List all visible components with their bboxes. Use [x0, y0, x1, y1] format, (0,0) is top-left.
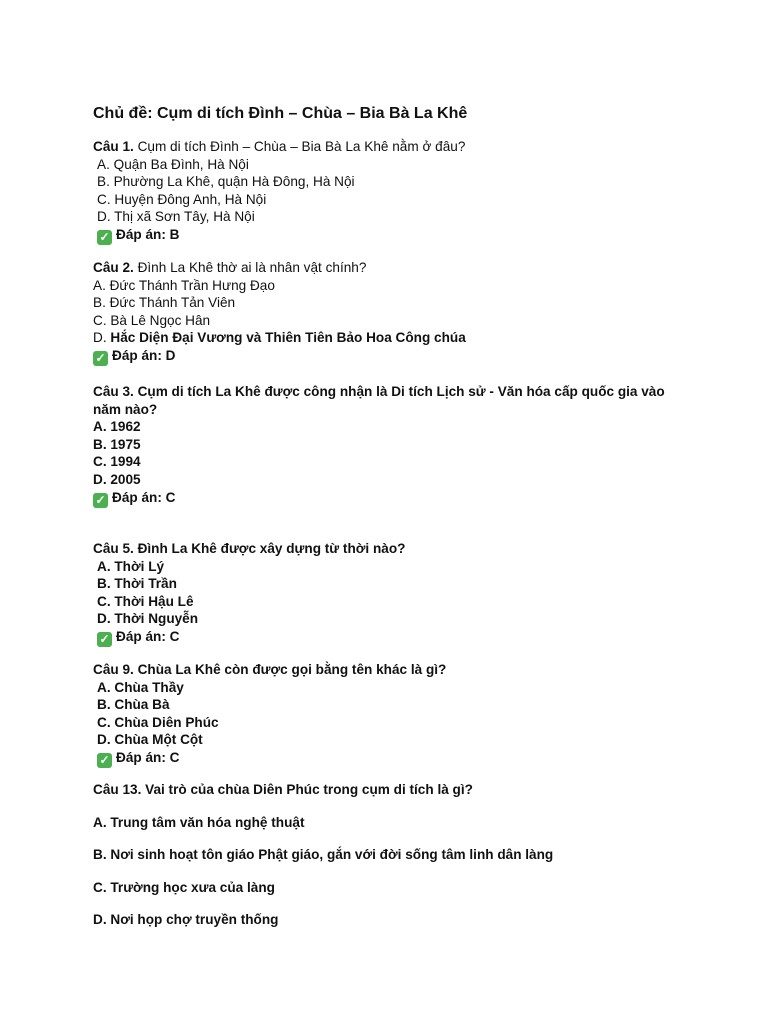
- question-2-option-b: B. Đức Thánh Tản Viên: [93, 295, 236, 311]
- question-1-option-c: C. Huyện Đông Anh, Hà Nội: [97, 191, 267, 207]
- check-mark-icon: ✓: [97, 230, 112, 245]
- question-3-answer: ✓ Đáp án: C: [93, 489, 733, 508]
- check-mark-icon: ✓: [93, 493, 108, 508]
- question-1-option-b: B. Phường La Khê, quận Hà Đông, Hà Nội: [97, 174, 355, 190]
- question-2-option-a: A. Đức Thánh Trần Hưng Đạo: [93, 277, 275, 293]
- check-mark-icon: ✓: [93, 351, 108, 366]
- question-1-option-a: A. Quận Ba Đình, Hà Nội: [97, 156, 249, 172]
- question-3: [93, 383, 733, 508]
- question-13-option-c: C. Trường học xưa của làng: [93, 879, 275, 895]
- check-mark-icon: ✓: [97, 753, 112, 768]
- question-5-answer: ✓ Đáp án: C: [93, 628, 733, 647]
- question-1-answer: ✓ Đáp án: B: [93, 226, 733, 245]
- question-2: [93, 259, 733, 366]
- question-9-option-b: B. Chùa Bà: [97, 697, 170, 713]
- question-13: [93, 781, 733, 929]
- question-2-option-d: D. Hắc Diện Đại Vương và Thiên Tiên Bảo Hoa Công chúa: [93, 330, 466, 346]
- question-9-answer: ✓ Đáp án: C: [93, 749, 733, 768]
- question-3-option-c: C. 1994: [93, 454, 141, 470]
- question-1-option-d: D. Thị xã Sơn Tây, Hà Nội: [97, 209, 255, 225]
- question-13-text: Câu 13. Vai trò của chùa Diên Phúc trong cụm di tích là gì?: [93, 782, 473, 797]
- question-5-option-c: C. Thời Hậu Lê: [97, 593, 194, 609]
- question-3-text: Câu 3. Cụm di tích La Khê được công nhận là Di tích Lịch sử - Văn hóa cấp quốc gia vào năm nào?: [93, 384, 665, 417]
- question-9-option-a: A. Chùa Thầy: [97, 679, 184, 695]
- question-2-text: Câu 2. Đình La Khê thờ ai là nhân vật chính?: [93, 260, 367, 275]
- question-5: [93, 540, 733, 647]
- question-1: [93, 138, 733, 245]
- question-9: [93, 661, 733, 768]
- question-5-option-b: B. Thời Trần: [97, 576, 177, 592]
- question-9-option-d: D. Chùa Một Cột: [97, 732, 203, 748]
- question-5-text: Câu 5. Đình La Khê được xây dựng từ thời nào?: [93, 541, 406, 556]
- question-13-option-b: B. Nơi sinh hoạt tôn giáo Phật giáo, gắn với đời sống tâm linh dân làng: [93, 847, 554, 863]
- question-9-option-c: C. Chùa Diên Phúc: [97, 714, 219, 730]
- question-2-answer: ✓ Đáp án: D: [93, 347, 733, 366]
- question-2-option-c: C. Bà Lê Ngọc Hân: [93, 312, 211, 328]
- question-3-option-b: B. 1975: [93, 436, 141, 452]
- question-9-text: Câu 9. Chùa La Khê còn được gọi bằng tên khác là gì?: [93, 662, 447, 677]
- question-5-option-a: A. Thời Lý: [97, 558, 165, 574]
- document-page: [93, 104, 733, 928]
- question-13-option-a: A. Trung tâm văn hóa nghệ thuật: [93, 814, 305, 830]
- question-5-option-d: D. Thời Nguyễn: [97, 611, 199, 627]
- question-3-option-d: D. 2005: [93, 471, 141, 487]
- question-1-text: Câu 1. Cụm di tích Đình – Chùa – Bia Bà La Khê nằm ở đâu?: [93, 139, 466, 154]
- check-mark-icon: ✓: [97, 632, 112, 647]
- question-13-option-d: D. Nơi họp chợ truyền thống: [93, 912, 279, 928]
- document-title: Chủ đề: Cụm di tích Đình – Chùa – Bia Bà La Khê: [93, 105, 468, 122]
- question-3-option-a: A. 1962: [93, 419, 141, 435]
